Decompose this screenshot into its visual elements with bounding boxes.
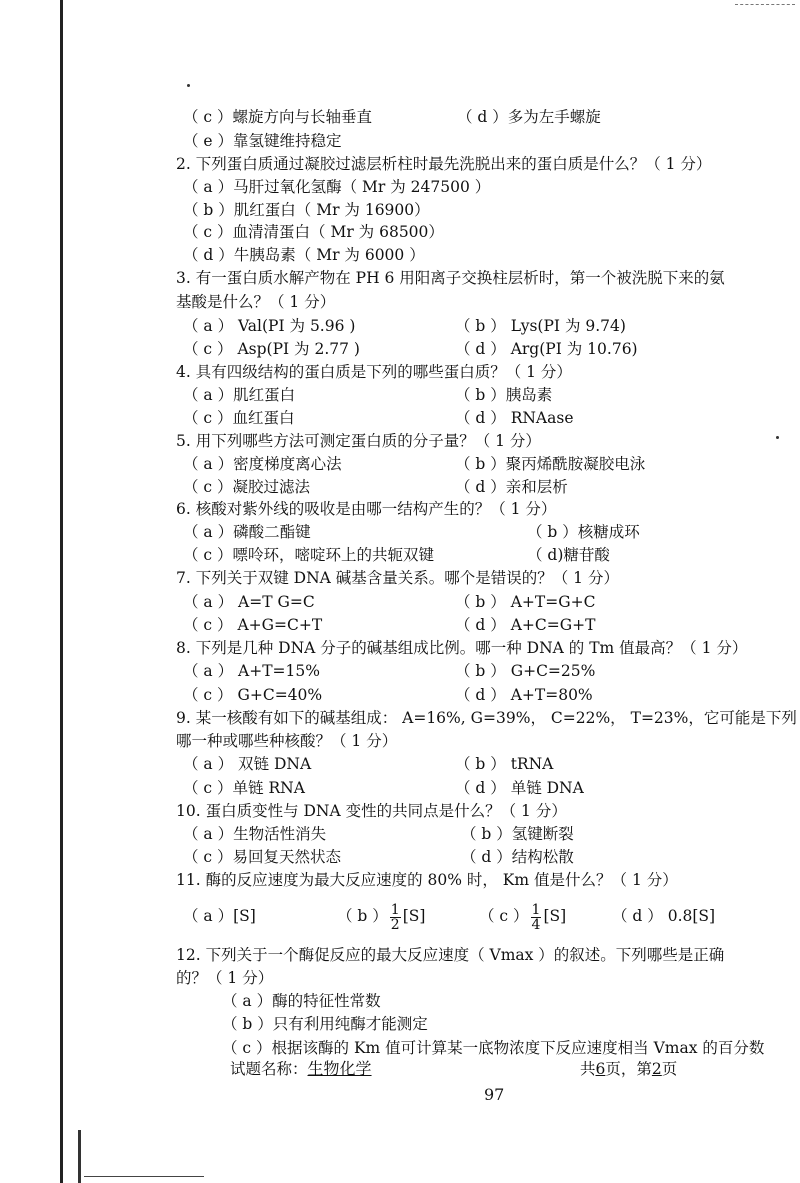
question-stem: 2. 下列蛋白质通过凝胶过滤层析柱时最先洗脱出来的蛋白质是什么？（ 1 分） — [176, 155, 712, 173]
option-d: （ d ） 单链 DNA — [455, 779, 584, 797]
option-d: （ d ） RNAase — [455, 409, 574, 427]
option-c: （ c ）嘌呤环，嘧啶环上的共轭双键 — [183, 546, 435, 564]
option-c: （ c ）单链 RNA — [183, 779, 305, 797]
fraction-denominator: 4 — [531, 916, 541, 933]
option-c: （ c ）易回复天然状态 — [183, 848, 342, 866]
option-a: （ a ）[S] — [183, 907, 256, 925]
option-b-tail: [S] — [402, 907, 426, 925]
option-b: （ b ）聚丙烯酰胺凝胶电泳 — [455, 455, 646, 473]
option-c: （ c ） Asp(PI 为 2.77 ) — [183, 340, 360, 358]
option-b: （ b ）胰岛素 — [455, 386, 553, 404]
option-b: （ b ） A+T=G+C — [455, 593, 596, 611]
page-count-prefix: 共 — [580, 1060, 596, 1078]
question-stem: 11. 酶的反应速度为最大反应速度的 80% 时， Km 值是什么？（ 1 分） — [176, 871, 678, 889]
binding-line-lower — [78, 1130, 81, 1183]
option-b: （ b ）肌红蛋白（ Mr 为 16900） — [183, 201, 430, 219]
subject-label: 试题名称： — [230, 1060, 308, 1078]
option-a: （ a ） A=T G=C — [183, 593, 315, 611]
question-stem: 3. 有一蛋白质水解产物在 PH 6 用阳离子交换柱层析时，第一个被洗脱下来的氨 — [176, 269, 725, 287]
option-a: （ a ）密度梯度离心法 — [183, 455, 342, 473]
fraction-denominator: 2 — [390, 916, 400, 933]
subject-name: 生物化学 — [307, 1059, 372, 1078]
bottom-rule — [84, 1176, 204, 1177]
option-b: （ b ） Lys(PI 为 9.74) — [455, 317, 626, 335]
option-a: （ a ）酶的特征性常数 — [222, 992, 381, 1010]
page-count-total: 6 — [595, 1060, 606, 1078]
question-stem: 12. 下列关于一个酶促反应的最大反应速度（ Vmax ）的叙述。下列哪些是正确 — [176, 946, 725, 964]
subject-line — [230, 1059, 372, 1079]
page-count — [580, 1059, 677, 1079]
question-stem: 8. 下列是几种 DNA 分子的碱基组成比例。哪一种 DNA 的 Tm 值最高？（ 1 分） — [176, 639, 748, 657]
question-stem: 5. 用下列哪些方法可测定蛋白质的分子量？（ 1 分） — [176, 432, 541, 450]
option-b: （ b ）只有利用纯酶才能测定 — [222, 1015, 428, 1033]
binding-line — [60, 0, 63, 1183]
option-a: （ a ）生物活性消失 — [183, 825, 327, 843]
option-c-label: （ c ） — [479, 907, 529, 925]
option-d: （ d ）亲和层析 — [455, 478, 568, 496]
page-count-current: 2 — [651, 1060, 662, 1078]
option-d: （ d)糖苷酸 — [527, 546, 610, 564]
question-stem: 9. 某一核酸有如下的碱基组成： A=16%, G=39%， C=22%， T=23%，它可能是下列 — [176, 709, 797, 727]
option-c: （ c ）根据该酶的 Km 值可计算某一底物浓度下反应速度相当 Vmax 的百分数 — [222, 1039, 765, 1057]
page-number: 97 — [484, 1085, 505, 1104]
option-a: （ a ）肌红蛋白 — [183, 386, 296, 404]
option-a: （ a ） A+T=15% — [183, 662, 320, 680]
option-c: （ c ） G+C=40% — [183, 686, 323, 704]
option-a: （ a ）磷酸二酯键 — [183, 523, 311, 541]
top-rule — [735, 4, 795, 5]
page-count-suffix: 页 — [661, 1060, 678, 1078]
option-c: （ c ）血红蛋白 — [183, 409, 295, 427]
question-stem: 4. 具有四级结构的蛋白质是下列的哪些蛋白质？（ 1 分） — [176, 363, 572, 381]
option-c: （ c ）螺旋方向与长轴垂直 — [183, 108, 373, 126]
option-b: （ b ）核糖成环 — [527, 523, 640, 541]
question-stem: 6. 核酸对紫外线的吸收是由哪一结构产生的？（ 1 分） — [176, 500, 557, 518]
option-d: （ d ） A+T=80% — [455, 686, 593, 704]
fraction-one-quarter — [531, 903, 542, 932]
speck — [776, 436, 779, 439]
option-d: （ d ）多为左手螺旋 — [457, 108, 601, 126]
page-count-mid: 页，第 — [605, 1060, 652, 1078]
question-stem: 10. 蛋白质变性与 DNA 变性的共同点是什么？（ 1 分） — [176, 802, 567, 820]
option-b-label: （ b ） — [337, 907, 388, 925]
option-b: （ b ）氢键断裂 — [461, 825, 574, 843]
option-b: （ b ） G+C=25% — [455, 662, 596, 680]
option-c: （ c ）凝胶过滤法 — [183, 478, 311, 496]
question-stem-cont: 的？（ 1 分） — [176, 969, 274, 987]
option-b — [337, 896, 425, 936]
option-d: （ d ） 0.8[S] — [612, 907, 716, 925]
question-stem-cont: 哪一种或哪些种核酸？（ 1 分） — [176, 732, 398, 750]
fraction-numerator: 1 — [390, 901, 400, 918]
option-c: （ c ）血清清蛋白（ Mr 为 68500） — [183, 223, 444, 241]
option-c — [479, 896, 566, 936]
option-a: （ a ）马肝过氧化氢酶（ Mr 为 247500 ） — [183, 178, 491, 196]
option-d: （ d ）结构松散 — [461, 848, 574, 866]
option-c-tail: [S] — [543, 907, 567, 925]
option-b: （ b ） tRNA — [455, 755, 554, 773]
speck — [187, 84, 190, 87]
fraction-numerator: 1 — [531, 901, 541, 918]
question-stem-cont: 基酸是什么？（ 1 分） — [176, 293, 336, 311]
fraction-one-half — [390, 903, 401, 932]
option-e: （ e ）靠氢键维持稳定 — [183, 132, 342, 150]
question-stem: 7. 下列关于双键 DNA 碱基含量关系。哪个是错误的？（ 1 分） — [176, 569, 619, 587]
option-a: （ a ） 双链 DNA — [183, 755, 312, 773]
option-d: （ d ） Arg(PI 为 10.76) — [455, 340, 638, 358]
option-d: （ d ） A+C=G+T — [455, 616, 596, 634]
option-c: （ c ） A+G=C+T — [183, 616, 323, 634]
option-a: （ a ） Val(PI 为 5.96 ) — [183, 317, 356, 335]
option-d: （ d ）牛胰岛素（ Mr 为 6000 ） — [183, 246, 425, 264]
